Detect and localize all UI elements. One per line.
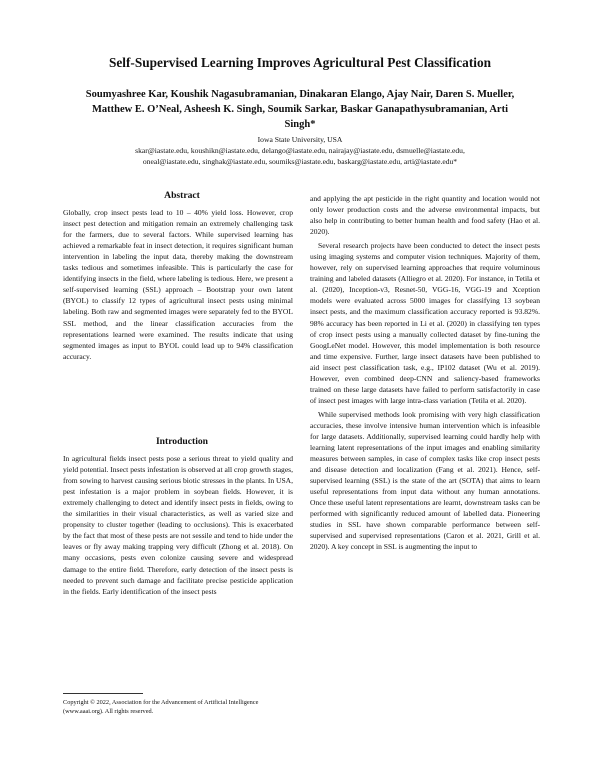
introduction-paragraph-1: In agricultural fields insect pests pose a serious threat to yield quality and yield potential. Insect pests infestation is observed at all crop growth stages, from sowing to harvest causing serious biotic stresses in the plants. In USA, pest infestation is a major problem in soybean fields. However, it is extremely challenging to detect and identify insect pests in fields, owing to the similarities in their visual characteristics, as well as varied size and propensity to cluster together (leading to occlusions). This is exacerbated by the fact that most of these pests are not sessile and tend to hide under the leaves or fly away making trapping very difficult (Zhong et al. 2018). On many occasions, pests even colonize causing severe and widespread damage to the entire field. Therefore, early detection of the insect pests is needed to prevent such damage and facilitate precise pesticide application in the fields. Early identification of the insect pests [63,454,293,596]
authors-line-3: Singh* [284,119,316,130]
affiliation-block [60,135,540,167]
right-column [310,193,540,553]
right-paragraph-0: and applying the apt pesticide in the right quantity and location would not only lower production costs and the adverse environmental impacts, but also help in contributing to better human health and food safety (Hao et al. 2020). [310,194,540,237]
abstract-heading: Abstract [164,190,200,201]
institution: Iowa State University, USA [257,135,343,144]
abstract-text: Globally, crop insect pests lead to 10 – 40% yield loss. However, crop insect pest detection and mitigation remain an extremely challenging task for the farmers, due to several factors. While supervised learning has achieved a remarkable feat in insect detection, it requires significant human intervention in labeling the input data, thereby making the downstream tasks tedious and sometimes infeasible. This is particularly the case for identifying insects in the field, where labeling is tedious. Here, we present a self-supervised learning (SSL) approach – Bootstrap your own latent (BYOL) to classify 12 types of agricultural insect pests using minimal labeling. Both raw and segmented images were separately fed to the BYOL SSL method, and the linear classification accuracies from the representations learned were examined. The results indicate that using segmented images as input to BYOL could lead up to 94% classification accuracy. [63,208,293,361]
abstract-section [63,190,293,362]
paper-title: Self-Supervised Learning Improves Agricultural Pest Classification [108,55,492,70]
copyright-text: Copyright © 2022, Association for the Advancement of Artificial Intelligence (www.aaai.org). All rights reserved. [63,699,259,715]
authors-line-1: Soumyashree Kar, Koushik Nagasubramanian, Dinakaran Elango, Ajay Nair, Daren S. Mueller, [85,89,515,100]
right-paragraph-2: While supervised methods look promising with very high classification accuracies, these involve intensive human intervention which is infeasible for large datasets. Additionally, supervised learning could hardly help with learning latent representations of the input images and enabling similarity measures between samples, in case of complex tasks like crop insect pests and disease detection and localization (Fang et al. 2021). Hence, self-supervised learning (SSL) is the state of the art (SOTA) that aims to learn useful representations from input data without any human annotations. Once these useful latent representations are learnt, downstream tasks can be performed with significantly reduced amount of labelled data. Pioneering studies in SSL have shown comparable performance between self-supervised and supervised representations (Caron et al. 2021, Grill et al. 2020). A key concept in SSL is augmenting the input to [310,409,540,552]
author-list [45,87,555,132]
copyright-footnote [63,698,295,716]
authors-line-2: Matthew E. O’Neal, Asheesh K. Singh, Soumik Sarkar, Baskar Ganapathysubramanian, Arti [92,104,508,115]
emails-line-2: oneal@iastate.edu, singhak@iastate.edu, soumiks@iastate.edu, baskarg@iastate.edu, arti@iastate.edu* [142,156,458,166]
right-paragraph-1: Several research projects have been conducted to detect the insect pests using imaging systems and computer vision techniques. Majority of them, however, rely on supervised learning approaches that require voluminous training and labeled datasets (Alliegro et al. 2020). For instance, in Tetila et al. (2020), Inception-v3, Resnet-50, VGG-16, VGG-19 and Xception models were evaluated across 5000 images for classifying 13 soybean insect pests, and the maximum classification accuracy reported is 93.82%. 98% accuracy has been reported in Li et al. (2020) in classifying ten types of crop insect pests using a manually collected dataset by fine-tuning the GoogLeNet model. However, this model implementation is both resource and time expensive. Further, large insect datasets have been published to aid insect pest classification task, e.g., IP102 dataset (Wu et al. 2019). However, even combined deep-CNN and saliency-based frameworks trained on these large datasets have failed to perform satisfactorily in case of insect pest images with large intra-class variation (Tetila et al. 2020). [310,241,540,405]
introduction-section [63,436,293,597]
emails-line-1: skar@iastate.edu, koushikn@iastate.edu, delango@iastate.edu, nairajay@iastate.edu, dsmuelle@iastate.edu, [135,145,465,155]
introduction-heading: Introduction [155,436,209,447]
footnote-rule [63,693,143,694]
